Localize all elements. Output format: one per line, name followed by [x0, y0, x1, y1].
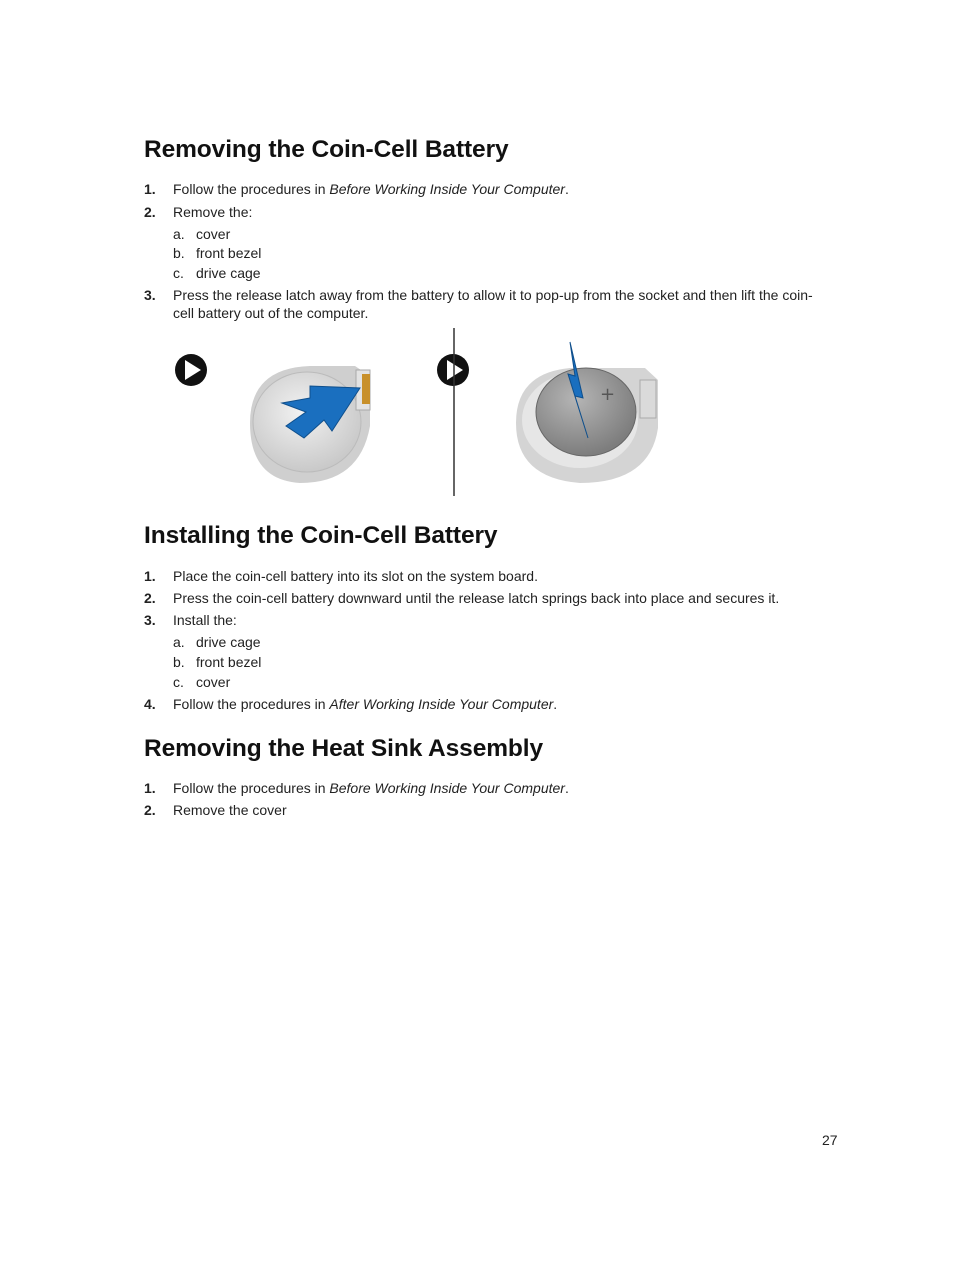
- step-number: 2.: [144, 204, 156, 220]
- step-text: Remove the:: [173, 204, 253, 220]
- step-text: Place the coin-cell battery into its slot on the system board.: [173, 568, 538, 584]
- step-number: 1.: [144, 780, 156, 796]
- section-title-removing-heat-sink: Removing the Heat Sink Assembly: [144, 735, 543, 762]
- sub-item: c. drive cage: [173, 265, 261, 281]
- step-number: 3.: [144, 612, 156, 628]
- step-text: Follow the procedures in Before Working Inside Your Computer.: [173, 181, 569, 197]
- coin-cell-removal-figure: [170, 328, 670, 498]
- coin-cell-battery-illustration: [516, 342, 658, 483]
- figure-illustration: [170, 328, 670, 498]
- step-number: 4.: [144, 696, 156, 712]
- play-arrow-icon: [437, 354, 469, 386]
- section-title-removing-coin-cell: Removing the Coin-Cell Battery: [144, 136, 509, 163]
- step-text: Press the release latch away from the battery to allow it to pop-up from the socket and then lift the coin-cell battery out of the computer.: [173, 287, 813, 321]
- step-number: 2.: [144, 590, 156, 606]
- step-text: Install the:: [173, 612, 237, 628]
- step-number: 3.: [144, 287, 156, 303]
- cross-reference-link[interactable]: Before Working Inside Your Computer: [329, 780, 565, 796]
- step-text: Remove the cover: [173, 802, 287, 818]
- step-number: 1.: [144, 568, 156, 584]
- sub-item: a. drive cage: [173, 634, 261, 650]
- sub-item: b. front bezel: [173, 654, 262, 670]
- svg-text:+: +: [600, 384, 616, 405]
- cross-reference-link[interactable]: After Working Inside Your Computer: [329, 696, 554, 712]
- step-text: Follow the procedures in After Working Inside Your Computer.: [173, 696, 558, 712]
- step-number: 1.: [144, 181, 156, 197]
- battery-holder-illustration: [250, 366, 370, 483]
- section-title-installing-coin-cell: Installing the Coin-Cell Battery: [144, 522, 498, 549]
- sub-item: c. cover: [173, 674, 231, 690]
- step-text: Press the coin-cell battery downward until the release latch springs back into place and secures it.: [173, 590, 780, 606]
- cross-reference-link[interactable]: Before Working Inside Your Computer: [329, 181, 565, 197]
- sub-item: a. cover: [173, 226, 231, 242]
- sub-item: b. front bezel: [173, 245, 262, 261]
- step-text: Follow the procedures in Before Working Inside Your Computer.: [173, 780, 569, 796]
- step-number: 2.: [144, 802, 156, 818]
- play-arrow-icon: [175, 354, 207, 386]
- page-number: 27: [822, 1132, 838, 1148]
